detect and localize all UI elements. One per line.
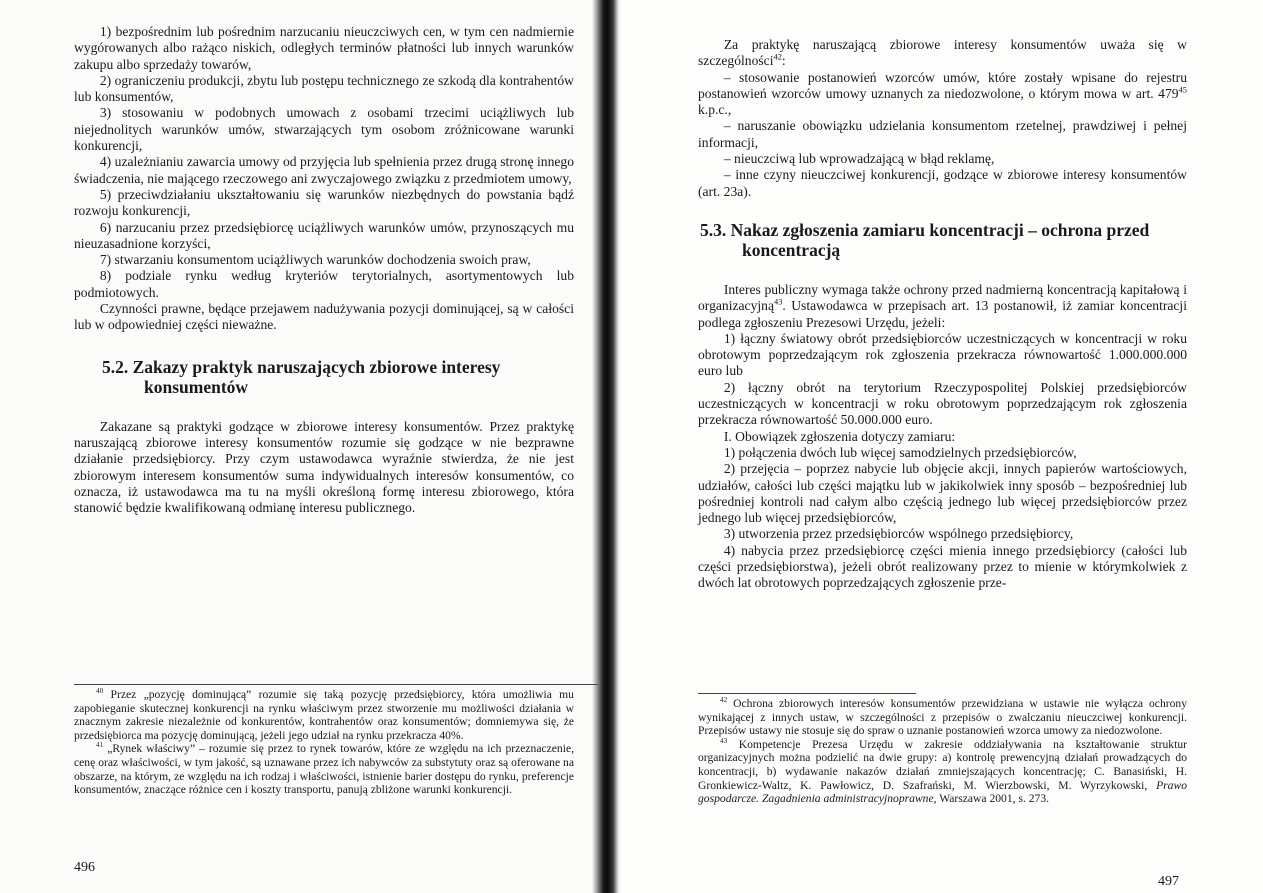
section-heading-5-3: 5.3. Nakaz zgłoszenia zamiaru koncentracji – ochrona przed koncentracją: [700, 219, 1150, 260]
right-footnotes: [698, 697, 1187, 806]
list-item: – naruszanie obowiązku udzielania konsumentom rzetelnej, prawdziwej i pełnej informacji,: [698, 118, 1187, 150]
footnote-marker: 40: [96, 687, 104, 696]
paragraph: [698, 37, 1187, 70]
list-item: 3) stosowaniu w podobnych umowach z osobami trzecimi uciążliwych lub niejednolitych warunków umów, stwarzających tym osobom zróżnicowane warunki konkurencji,: [74, 105, 574, 154]
footnote-text: Kompetencje Prezesa Urzędu w zakresie oddziaływania na kształtowanie struktur organizacyjnych można podzielić na dwie grupy: a) kontrolę prewencyjną działań prowadzących do koncentracji, b) wydawanie nakazów działań zmniejszających koncentrację; C. Banasiński, H. Gronkiewicz-Waltz, K. Pawłowicz, D. Szafrański, M. Wierzbowski, M. Wyrzykowski,: [698, 737, 1187, 792]
list-item: [698, 70, 1187, 119]
footnote-text: „Rynek właściwy” – rozumie się przez to rynek towarów, które ze względu na ich przeznaczenie, cenę oraz właściwości, w tym jakość, są uznawane przez ich nabywców za substytuty oraz są oferowane na obszarze, na którym, ze względu na ich rodzaj i właściwości, istnienie barier dostępu do rynku, preferencje konsumentów, znaczące różnice cen i koszty transportu, panują zbliżone warunki konkurencji.: [74, 742, 574, 797]
footnote-text: Przez „pozycję dominującą” rozumie się taką pozycję przedsiębiorcy, która umożliwia mu zapobieganie skutecznej konkurencji na rynku właściwym przez stworzenie mu możliwości działania w znacznym zakresie niezależnie od konkurentów, kontrahentów oraz konsumentów; domniemywa się, że przedsiębiorca ma pozycję dominującą, jeżeli jego udział na rynku przekracza 40%.: [74, 688, 574, 742]
list-item: 1) połączenia dwóch lub więcej samodzielnych przedsiębiorców,: [723, 444, 1077, 460]
text-run: :: [781, 53, 786, 69]
footnote-marker: 42: [720, 696, 728, 705]
footnote-ref: 43: [774, 296, 783, 307]
list-item: 5) przeciwdziałaniu ukształtowaniu się warunków niezbędnych do powstania bądź rozwoju konkurencji,: [74, 186, 574, 219]
list-item: 2) ograniczeniu produkcji, zbytu lub postępu technicznego ze szkodą dla kontrahentów lub konsumentów,: [74, 72, 574, 105]
list-item: 2) przejęcia – poprzez nabycie lub objęcie akcji, innych papierów wartościowych, udziałów, całości lub części majątku lub w jakikolwiek inny sposób – bezpośredniej lub pośredniej kontroli nad całym albo częścią jednego lub więcej przedsiębiorców przez jednego lub więcej przedsiębiorców,: [698, 461, 1187, 526]
book-title: Prawo gospodarcze. Zagadnienia administracyjnoprawne: [698, 778, 1187, 806]
left-body-text: [74, 24, 574, 516]
list-item: 8) podziale rynku według kryteriów terytorialnych, asortymentowych lub podmiotowych.: [74, 268, 574, 300]
list-item: 6) narzucaniu przez przedsiębiorcę uciążliwych warunków umów, przynoszących mu nieuzasadnione korzyści,: [74, 219, 574, 251]
paragraph: Czynności prawne, będące przejawem nadużywania pozycji dominującej, są w całości lub w odpowiedniej części nieważne.: [74, 301, 574, 333]
paragraph: Zakazane są praktyki godzące w zbiorowe interesy konsumentów. Przez praktykę naruszającą zbiorowe interesy konsumentów rozumie się godzące w nie bezprawne działanie przedsiębiorcy. Przy czym ustawodawca wyraźnie stwierdza, że nie jest zbiorowym interesem konsumentów suma indywidualnych interesów konsumentów, co oznacza, iż ustawodawca ma tu na myśli określoną formę interesu zbiorowego, która stanowić będzie kwalifikowaną odmianę interesu publicznego.: [74, 418, 574, 516]
text-run: Interes publiczny wymaga także ochrony przed nadmierną koncentracją kapitałową i organizacyjną: [698, 281, 1187, 314]
list-item: 2) łączny obrót na terytorium Rzeczypospolitej Polskiej przedsiębiorców uczestniczących w koncentracji w roku obrotowym poprzedzającym rok zgłoszenia przekracza równowartość 50.000.000 euro.: [698, 379, 1187, 428]
list-item: – nieuczciwą lub wprowadzającą w błąd reklamę,: [723, 151, 995, 167]
footnote-41: [74, 742, 574, 796]
footnote-43: [698, 738, 1187, 806]
right-body-text: [698, 37, 1187, 592]
text-run: – stosowanie postanowień wzorców umów, które zostały wpisane do rejestru postanowień wzorców umowy uznanych za niedozwolone, o którym mowa w art. 479: [698, 69, 1187, 101]
list-item: 1) łączny światowy obrót przedsiębiorców uczestniczących w koncentracji w roku obrotowym poprzedzającym rok zgłoszenia przekracza równowartość 1.000.000.000 euro lub: [698, 330, 1187, 379]
footnote-marker: 43: [720, 736, 728, 745]
footnote-text: Ochrona zbiorowych interesów konsumentów przewidziana w ustawie nie wyłącza ochrony wynikającej z innych ustaw, w szczególności z przepisów o zwalczaniu nieuczciwej konkurencji. Przepisów ustawy nie stosuje się do spraw o uznanie postanowień wzorca umowy za niedozwolone.: [698, 697, 1187, 738]
superscript: 45: [1178, 84, 1187, 95]
text-run: Za praktykę naruszającą zbiorowe interesy konsumentów uważa się w szczególności: [698, 37, 1187, 69]
section-heading-5-2: 5.2. Zakazy praktyk naruszających zbiorowe interesy konsumentów: [102, 356, 501, 397]
text-run: . Ustawodawca w przepisach art. 13 postanowił, iż zamiar koncentracji podlega zgłoszeniu Prezesowi Urzędu, jeżeli:: [698, 298, 1187, 330]
footnote-text-tail: , Warszawa 2001, s. 273.: [933, 792, 1050, 806]
text-run: k.p.c.,: [698, 102, 732, 118]
page-number: 496: [74, 860, 95, 875]
footnote-marker: 41: [96, 741, 104, 750]
page-number: 497: [1158, 874, 1179, 889]
footnote-40: [74, 688, 574, 742]
list-item: 4) nabycia przez przedsiębiorcę części mienia innego przedsiębiorcy (całości lub części przedsiębiorstwa), jeżeli obrót realizowany przez to mienie w którymkolwiek z dwóch lat obrotowych poprzedzających zgłoszenie prze-: [698, 542, 1187, 591]
footnote-rule: [698, 693, 916, 694]
list-item: 3) utworzenia przez przedsiębiorców wspólnego przedsiębiorcy,: [723, 526, 1074, 542]
footnote-ref: 42: [773, 51, 782, 62]
list-item: I. Obowiązek zgłoszenia dotyczy zamiaru:: [723, 428, 956, 444]
paragraph: [698, 282, 1187, 331]
footnote-rule: [74, 684, 598, 685]
footnote-42: [698, 697, 1187, 738]
list-item: 4) uzależnianiu zawarcia umowy od przyjęcia lub spełnienia przez drugą stronę innego świadczenia, nie mającego rzeczowego ani zwyczajowego związku z przedmiotem umowy,: [74, 154, 574, 186]
list-item: 1) bezpośrednim lub pośrednim narzucaniu nieuczciwych cen, w tym cen nadmiernie wygórowanych albo rażąco niskich, odległych terminów płatności lub innych warunków zakupu albo sprzedaży towarów,: [74, 24, 574, 72]
left-footnotes: [74, 688, 574, 797]
list-item: – inne czyny nieuczciwej konkurencji, godzące w zbiorowe interesy konsumentów (art. 23a).: [698, 167, 1187, 199]
book-gutter: [592, 0, 620, 893]
list-item: 7) stwarzaniu konsumentom uciążliwych warunków dochodzenia swoich praw,: [99, 252, 531, 268]
